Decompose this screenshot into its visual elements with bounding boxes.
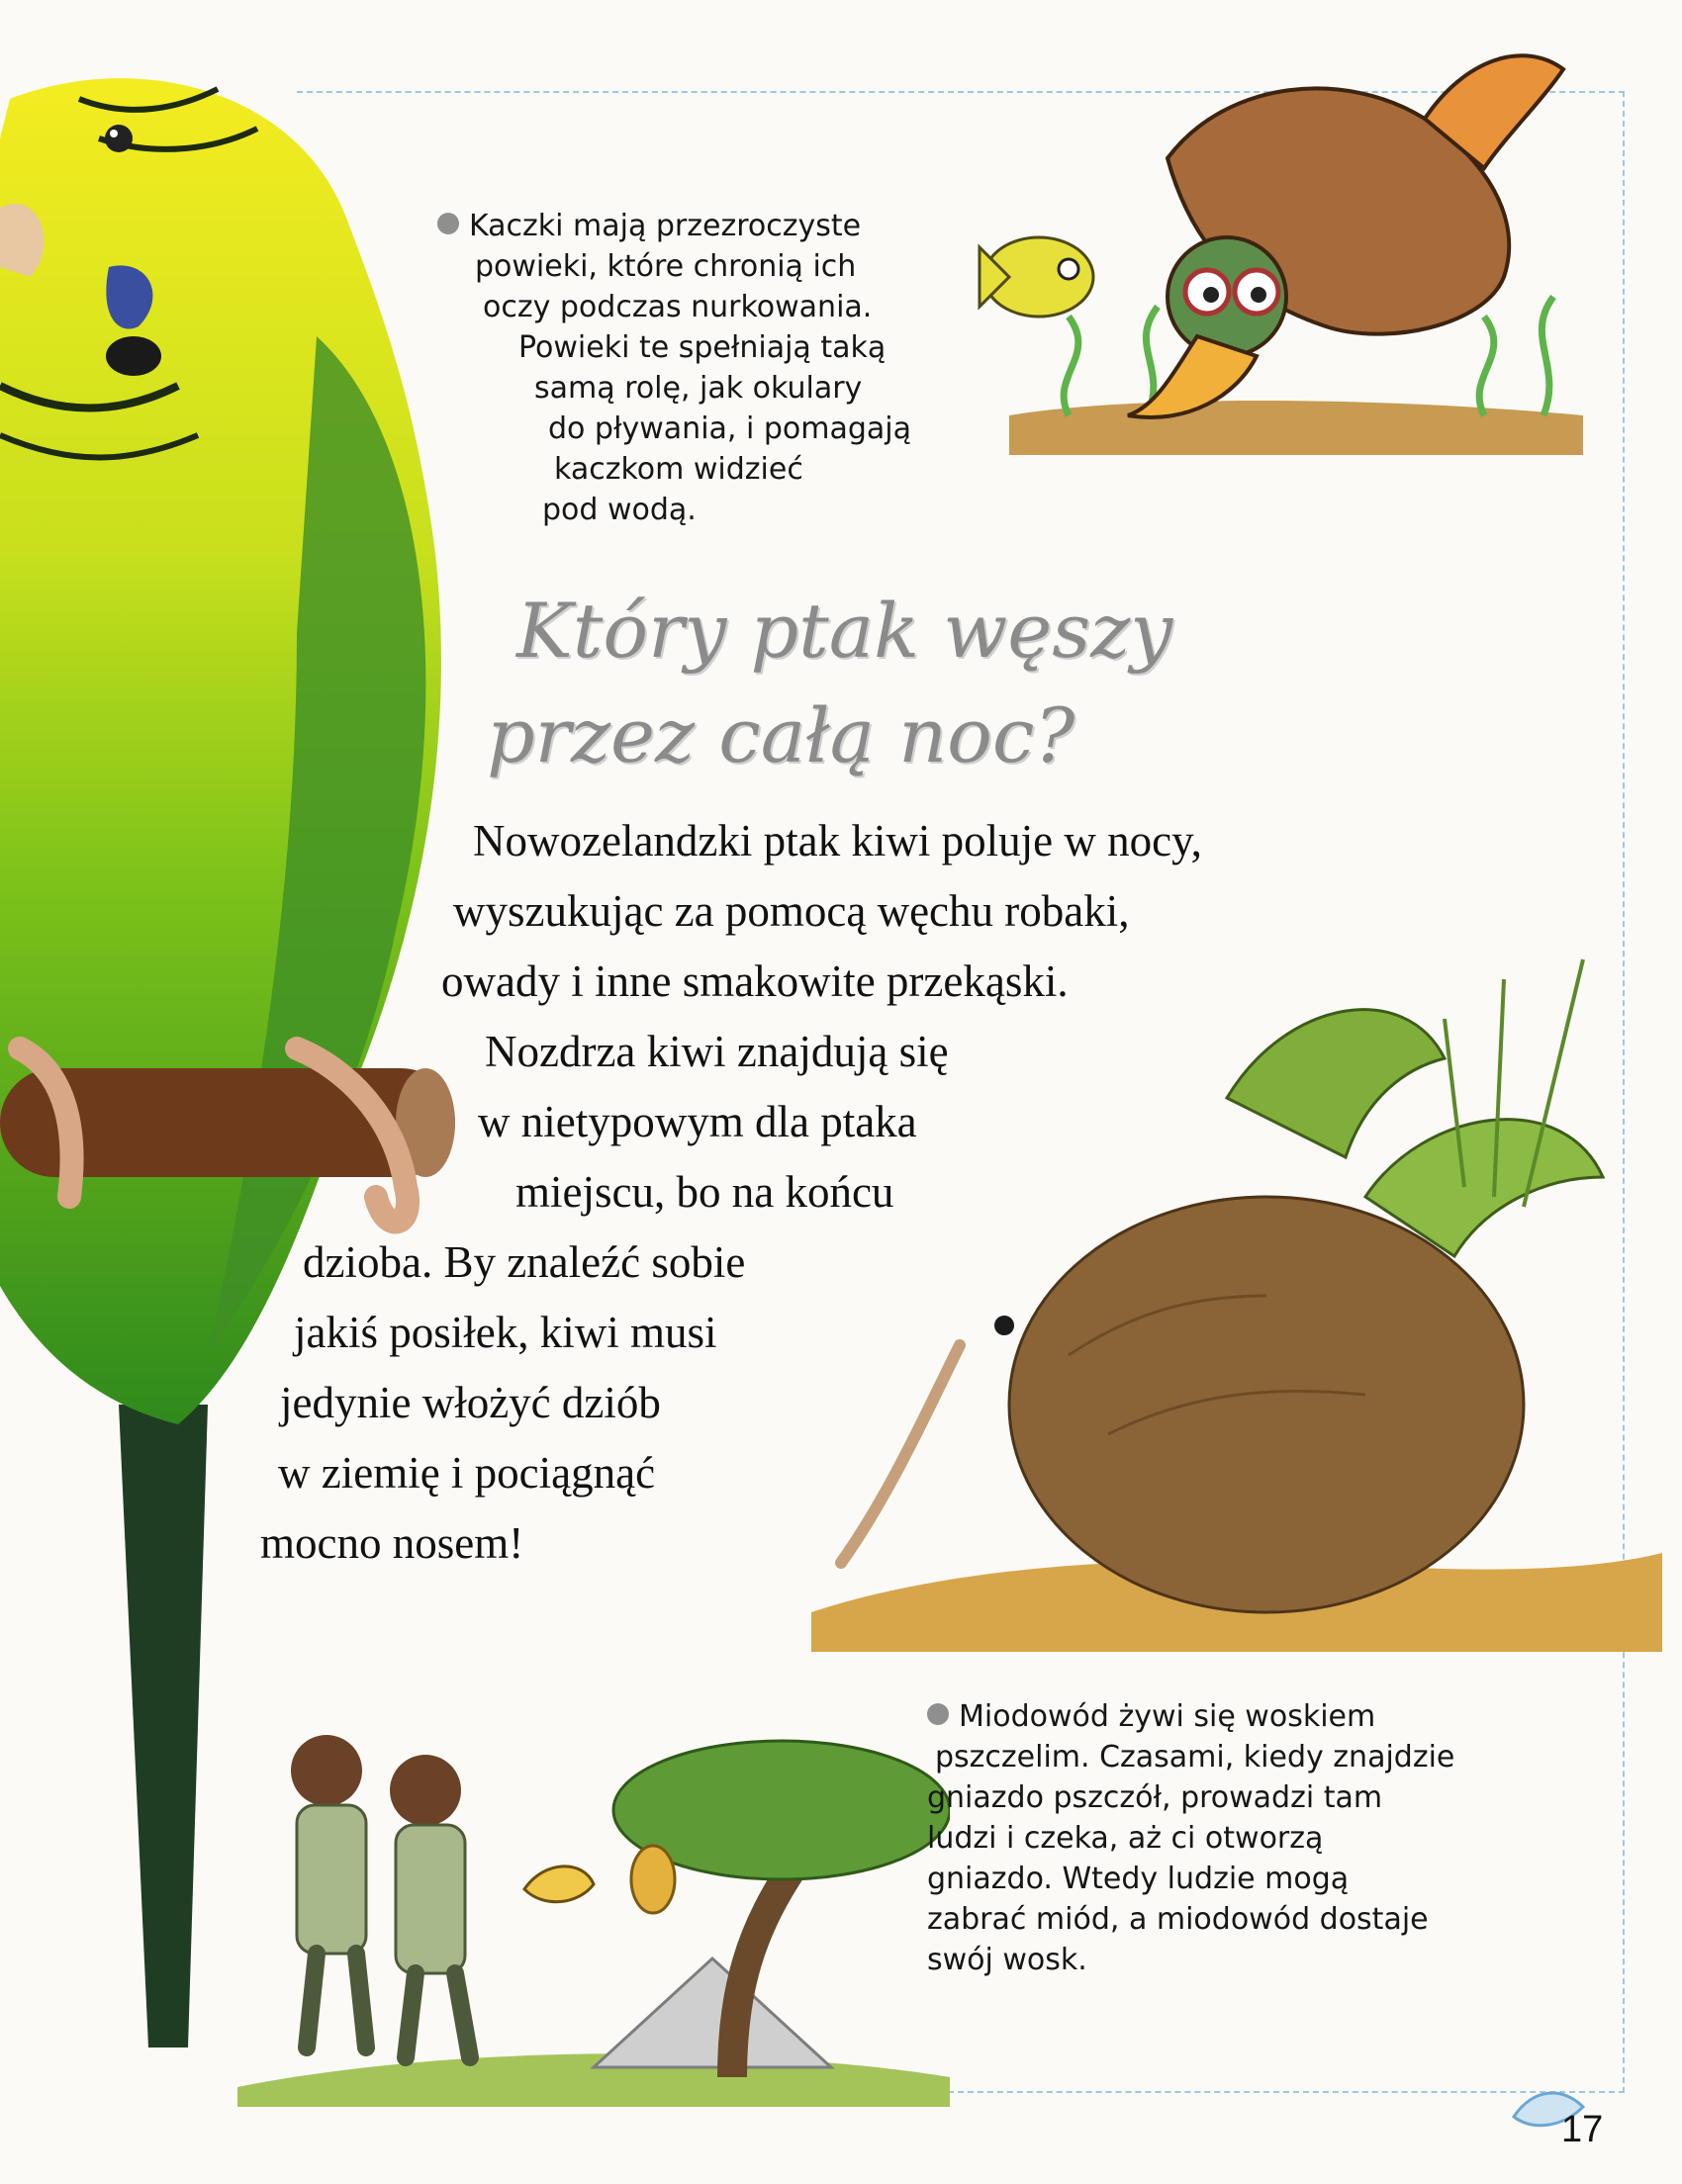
ducks-note-line: kaczkom widzieć bbox=[554, 452, 803, 487]
grass bbox=[237, 2053, 950, 2107]
body-line: miejscu, bo na końcu bbox=[515, 1167, 894, 1217]
honeyguide-note-text: Miodowód żywi się woskiem bbox=[959, 1699, 1376, 1734]
ducks-note-line: samą rolę, jak okulary bbox=[534, 371, 863, 406]
beehive bbox=[631, 1846, 675, 1913]
body-line: owady i inne smakowite przekąski. bbox=[441, 956, 1069, 1006]
ducks-note-line: pod wodą. bbox=[542, 493, 697, 527]
honeyguide-bird bbox=[524, 1866, 594, 1902]
ducks-note-text: Kaczki mają przezroczyste bbox=[469, 209, 862, 243]
heading-line: przez całą noc? bbox=[487, 691, 1075, 779]
heading-line: Który ptak węszy bbox=[516, 587, 1173, 675]
ducks-note bbox=[437, 206, 911, 530]
body-line: wyszukując za pomocą węchu robaki, bbox=[453, 886, 1130, 936]
duck-fish-illustration bbox=[970, 40, 1613, 475]
person-1-head bbox=[291, 1735, 362, 1806]
bullet-icon bbox=[437, 213, 459, 234]
honeyguide-note-line: pszczelim. Czasami, kiedy znajdzie bbox=[935, 1740, 1455, 1774]
honeyguide-note bbox=[927, 1696, 1454, 1980]
body-line: dzioba. By znaleźć sobie bbox=[303, 1237, 746, 1287]
person-2-body bbox=[396, 1825, 465, 1973]
body-line: mocno nosem! bbox=[260, 1518, 524, 1568]
body-line: jakiś posiłek, kiwi musi bbox=[294, 1308, 717, 1357]
seabed bbox=[1009, 401, 1583, 455]
honeyguide-note-line: ludzi i czeka, aż ci otworzą bbox=[927, 1821, 1324, 1856]
honeyguide-note-line: gniazdo pszczół, prowadzi tam bbox=[927, 1780, 1383, 1815]
honeyguide-note-line: gniazdo. Wtedy ludzie mogą bbox=[927, 1862, 1350, 1896]
page-heading bbox=[471, 579, 1172, 788]
body-line: w nietypowym dla ptaka bbox=[478, 1097, 917, 1146]
person-1-body bbox=[297, 1805, 366, 1954]
mountain bbox=[594, 1958, 831, 2067]
page-number: 17 bbox=[1561, 2109, 1604, 2150]
budgie-eye bbox=[105, 125, 133, 152]
body-line: jedynie włożyć dziób bbox=[280, 1378, 661, 1427]
body-line: w ziemię i pociągnąć bbox=[278, 1448, 656, 1498]
kiwi-body-text bbox=[0, 806, 1202, 1579]
ducks-note-line: powieki, które chronią ich bbox=[475, 249, 857, 284]
plant-leaves bbox=[1227, 1010, 1445, 1157]
ducks-note-line: Powieki te spełniają taką bbox=[518, 330, 887, 365]
honeyguide-note-line: zabrać miód, a miodowód dostaje bbox=[927, 1902, 1429, 1937]
body-line: Nozdrza kiwi znajdują się bbox=[485, 1027, 949, 1076]
body-line: Nowozelandzki ptak kiwi poluje w nocy, bbox=[473, 816, 1202, 865]
ducks-note-line: oczy podczas nurkowania. bbox=[483, 290, 873, 324]
person-2-head bbox=[390, 1755, 461, 1826]
kiwi-body bbox=[1009, 1197, 1524, 1612]
ducks-note-line bbox=[437, 206, 911, 246]
honeyguide-note-line bbox=[927, 1696, 1454, 1737]
bullet-icon bbox=[927, 1703, 949, 1725]
honeyguide-illustration bbox=[237, 1691, 950, 2107]
honeyguide-note-line: swój wosk. bbox=[927, 1943, 1087, 1977]
ducks-note-line: do pływania, i pomagają bbox=[548, 411, 912, 446]
